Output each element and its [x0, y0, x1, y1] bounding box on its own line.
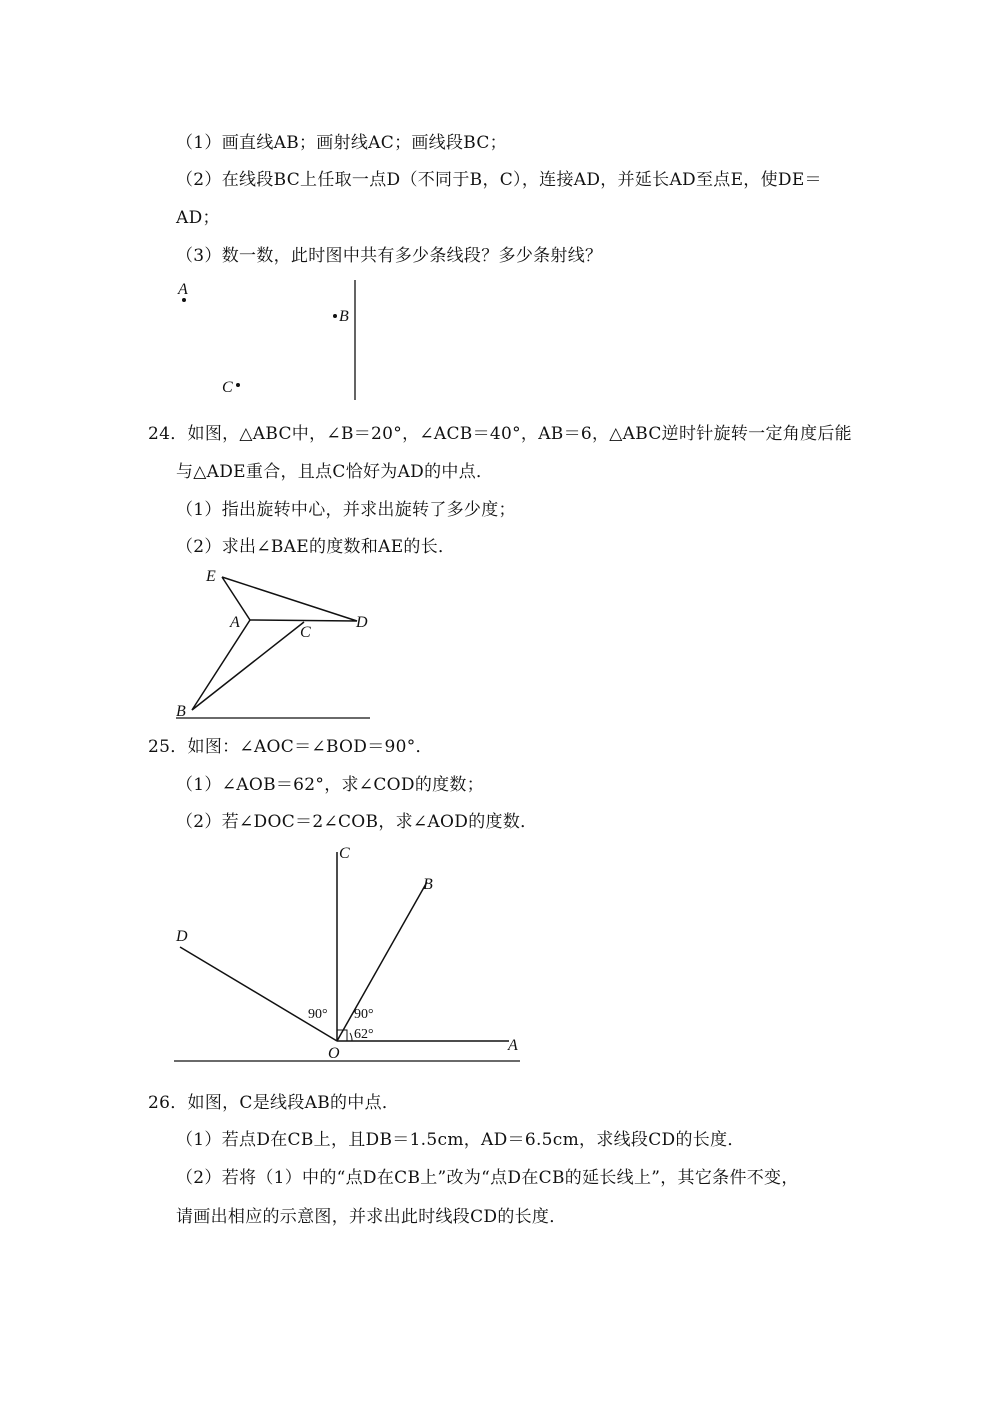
p26-stem: 26．如图，C是线段AB的中点． — [148, 1093, 400, 1113]
p23-part1: （1）画直线AB；画射线AC；画线段BC； — [176, 133, 507, 153]
p25-ray-od — [180, 947, 337, 1041]
p25-label-a: A — [508, 1037, 518, 1054]
p25-part1: （1）∠AOB＝62°，求∠COD的度数； — [176, 775, 485, 795]
p24-label-c: C — [300, 624, 311, 641]
p25-angle-dob-label: 90° — [308, 1007, 328, 1022]
p23-label-a: A — [178, 281, 188, 298]
p26-part1: （1）若点D在CB上，且DB＝1.5cm，AD＝6.5cm，求线段CD的长度． — [176, 1130, 745, 1150]
p23-point-a — [182, 298, 186, 302]
p24-label-b: B — [176, 703, 186, 720]
p23-part3: （3）数一数，此时图中共有多少条线段？多少条射线？ — [176, 246, 603, 266]
p24-figure — [172, 565, 372, 721]
p23-label-b: B — [339, 308, 349, 325]
p24-stem: 24．如图，△ABC中，∠B＝20°，∠ACB＝40°，AB＝6，△ABC逆时针旋转一定角度后能 — [148, 424, 852, 444]
p23-point-c — [236, 383, 240, 387]
p23-label-c: C — [222, 379, 233, 396]
p23-figure — [172, 280, 362, 402]
p23-part2: （2）在线段BC上任取一点D（不同于B，C），连接AD，并延长AD至点E，使DE＝ — [176, 170, 822, 190]
p25-label-c: C — [339, 845, 350, 862]
p25-stem: 25．如图：∠AOC＝∠BOD＝90°． — [148, 737, 433, 757]
p24-part1: （1）指出旋转中心，并求出旋转了多少度； — [176, 500, 516, 520]
p25-angle-aob-label: 62° — [354, 1027, 374, 1042]
p24-triangle-ade — [222, 577, 357, 621]
p25-label-b: B — [423, 876, 433, 893]
p23-part2-cont: AD； — [176, 208, 220, 228]
p24-triangle-abc — [192, 620, 304, 710]
p25-ray-ob — [337, 882, 427, 1041]
p24-label-a: A — [230, 614, 240, 631]
p25-label-o: O — [328, 1045, 340, 1062]
p26-part2-cont: 请画出相应的示意图，并求出此时线段CD的长度． — [176, 1207, 567, 1227]
p24-label-e: E — [206, 568, 216, 585]
p26-part2: （2）若将（1）中的“点D在CB上”改为“点D在CB的延长线上”，其它条件不变， — [176, 1168, 799, 1188]
p25-part2: （2）若∠DOC＝2∠COB，求∠AOD的度数． — [176, 812, 538, 832]
p23-point-b — [333, 314, 337, 318]
p25-angle-arc — [350, 1033, 352, 1041]
p25-label-d: D — [176, 928, 188, 945]
p25-figure — [172, 840, 522, 1064]
p24-label-d: D — [356, 614, 368, 631]
p24-stem-cont: 与△ADE重合，且点C恰好为AD的中点． — [176, 462, 494, 482]
p24-part2: （2）求出∠BAE的度数和AE的长． — [176, 537, 456, 557]
p25-angle-coa-label: 90° — [354, 1007, 374, 1022]
